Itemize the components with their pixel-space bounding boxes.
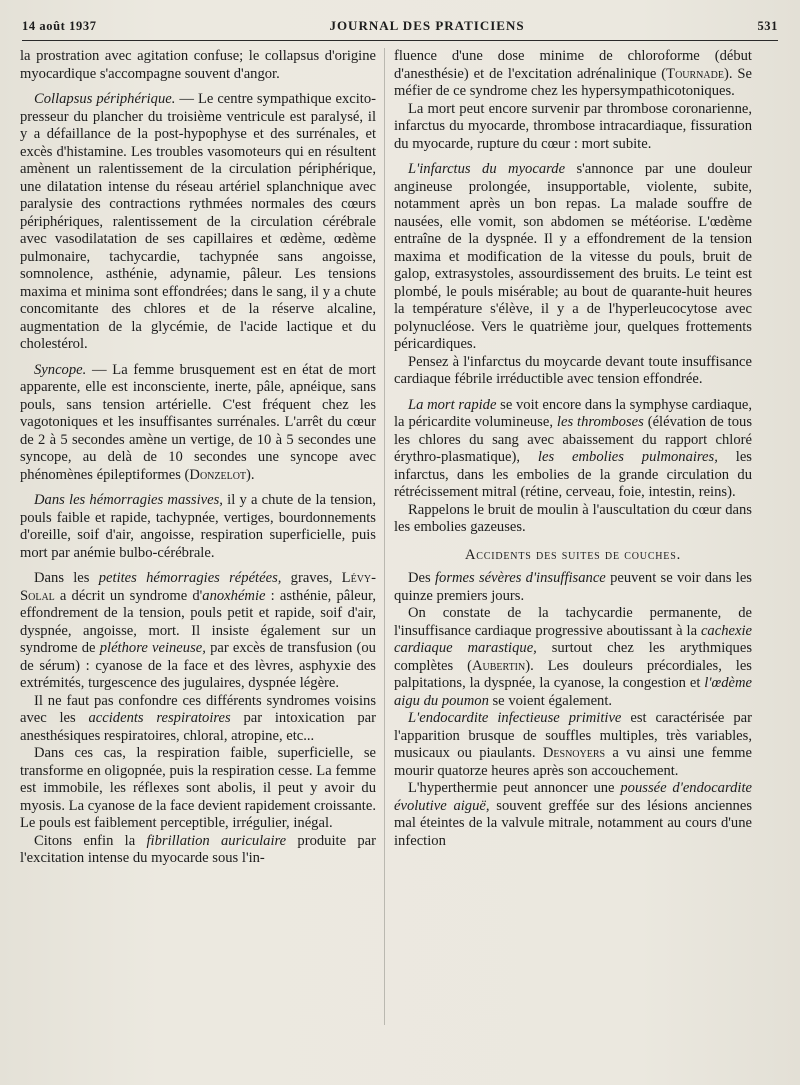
paragraph: L'hyperthermie peut annoncer une poussée d'endocardite évolutive aiguë, souvent greffée sur des lésions anciennes mal éteintes de la valvule mitrale, notamment au cours d'une infection [394, 780, 753, 849]
author-name: Lévy-Solal [20, 570, 376, 604]
paragraph: Dans ces cas, la respiration faible, superficielle, se transforme en oligopnée, puis la respiration cesse. La femme est immobile, les réflexes sont abolis, il peut y avoir du myosis. La cyanose de la face devient rapidement croissante. Le pouls est faiblement perceptible, irrégulier, inégal. [20, 745, 376, 831]
right-column [394, 48, 752, 850]
paragraph: La mort rapide se voit encore dans la symphyse cardiaque, la péricardite volumineuse, les thromboses (élévation de tous les chlores du sang avec abaissement du rapport chloré érythro-plasmatique), les embolies pulmonaires, les infarctus, dans les embolies de la grande circulation du rétrécissement mitral (rétine, cerveau, foie, intestin, reins). [394, 396, 752, 500]
section-heading: Accidents des suites de couches. [464, 546, 682, 563]
page-number: 531 [757, 18, 778, 33]
paragraph: fluence d'une dose minime de chloroforme (début d'anesthésie) et de l'excitation adrénalinique (Tournade). Se méfier de ce syndrome chez les hypersympathicotoniques. [394, 48, 752, 99]
paragraph: On constate de la tachycardie permanente, de l'insuffisance cardiaque progressive aboutissant à la cachexie cardiaque marastique, surtout chez les arythmiques complètes (Aubertin). Les douleurs précordiales, les palpitations, la dyspnée, la cyanose, la congestion et l'œdème aigu du poumon se voient également. [394, 605, 752, 709]
author-name: Desnoyers [542, 745, 606, 761]
issue-date: 14 août 1937 [22, 18, 97, 33]
paragraph: L'endocardite infectieuse primitive est caractérisée par l'apparition brusque de souffles multiples, très variables, musicaux ou piaulants. Desnoyers a vu ainsi une femme mourir quatorze heures après son accouchement. [394, 710, 752, 779]
paragraph: Citons enfin la fibrillation auriculaire produite par l'excitation intense du myocarde sous l'in- [20, 832, 376, 866]
paragraph: Syncope. — La femme brusquement est en état de mort apparente, elle est inconsciente, inerte, pâle, apnéique, sans pouls, sans tension artérielle. C'est fréquent chez les vagotoniques et les insuffisantes surrénales. L'arrêt du cœur de 2 à 5 secondes amène un vertige, de 10 à 5 secondes une syncope, au delà de 10 secondes une syncope avec phénomènes épileptiformes (Donzelot). [20, 361, 376, 483]
paragraph: Collapsus périphérique. — Le centre sympathique excito-presseur du plancher du troisième ventricule est paralysé, il y a défaillance de la post-hypophyse et des surrénales, et excès d'histamine. Les troubles vasomoteurs qui en résultent amènent un ralentissement de la circulation périphérique, une dilatation intense du réseau artériel splanchnique avec paralysie des contractions rythmées normales des cœurs périphériques, ralentissement de la circulation cérébrale avec vasodilatation de ses capillaires et œdème, œdème pulmonaire, tachycardie, tachypnée sans angoisse, somnolence, asthénie, adynamie, pâleur. Les tensions maxima et minima sont effondrées; dans le sang, il y a chute concomitante des chlores et de la réserve alcaline, augmentation de la glycémie, de l'acide lactique et du cholestérol. [20, 91, 377, 352]
author-name: Donzelot [189, 466, 247, 483]
section-title: Dans les hémorragies massives, [34, 492, 223, 508]
author-name: Aubertin [471, 657, 526, 674]
paragraph: Rappelons le bruit de moulin à l'auscultation du cœur dans les embolies gazeuses. [394, 501, 752, 535]
author-name: Tournade [666, 65, 724, 82]
left-column [20, 48, 376, 868]
section-title: Syncope. [34, 361, 87, 378]
section-title: L'endocardite infectieuse primitive [408, 710, 622, 726]
journal-title: JOURNAL DES PRATICIENS [329, 18, 525, 33]
paragraph: la prostration avec agitation confuse; le collapsus d'origine myocardique s'accompagne souvent d'angor. [20, 48, 376, 82]
section-title: La mort rapide [408, 396, 497, 413]
paragraph: Dans les petites hémorragies répétées, graves, Lévy-Solal a décrit un syndrome d'anoxhémie : asthénie, pâleur, effondrement de la tension, pouls petit et rapide, soif d'air, dyspnée, angoisse, mort. Il insiste également sur un syndrome de pléthore veineuse, par excès de transfusion (ou de sérum) : cyanose de la face et des lèvres, asphyxie des extrémités, turgescence des jugulaires, dyspnée légère. [20, 570, 376, 691]
page-header [22, 14, 778, 38]
section-title: Collapsus périphérique. [34, 91, 176, 107]
paragraph: Des formes sévères d'insuffisance peuvent se voir dans les quinze premiers jours. [394, 570, 752, 604]
paragraph: La mort peut encore survenir par thrombose coronarienne, infarctus du myocarde, thrombose intracardiaque, fissuration du myocarde, rupture du cœur : mort subite. [394, 100, 752, 152]
paragraph: Il ne faut pas confondre ces différents syndromes voisins avec les accidents respiratoires par intoxication par anesthésiques respiratoires, chloral, atropine, etc... [20, 692, 376, 744]
paragraph: Pensez à l'infarctus du moycarde devant toute insuffisance cardiaque fébrile irréductible avec tension effondrée. [394, 353, 752, 387]
paragraph: L'infarctus du myocarde s'annonce par une douleur angineuse prolongée, insupportable, violente, subite, notamment après un bon repas. La malade souffre de nausées, elle vomit, son abdomen se météorise. L'œdème entraîne de la dyspnée. Il y a effondrement de la tension maxima et modification de la vitesse du pouls, bruit de galop, extrasystoles, assourdissement des bruits. Le teint est plombé, le pouls misérable; au bout de quarante-huit heures la température s'élève, il y a de l'hyperleucocytose avec polynucléose. Vers le quatrième jour, quelques frottements péricardiques. [394, 161, 752, 352]
column-divider [384, 48, 385, 1025]
header-rule [22, 40, 778, 41]
section-title: L'infarctus du myocarde [408, 161, 566, 177]
paragraph: Dans les hémorragies massives, il y a chute de la tension, pouls faible et rapide, tachypnée, vertiges, bourdonnements d'oreille, soif d'air, angoisse, respiration superficielle, puis mort par anémie bulbo-cérébrale. [20, 492, 376, 561]
